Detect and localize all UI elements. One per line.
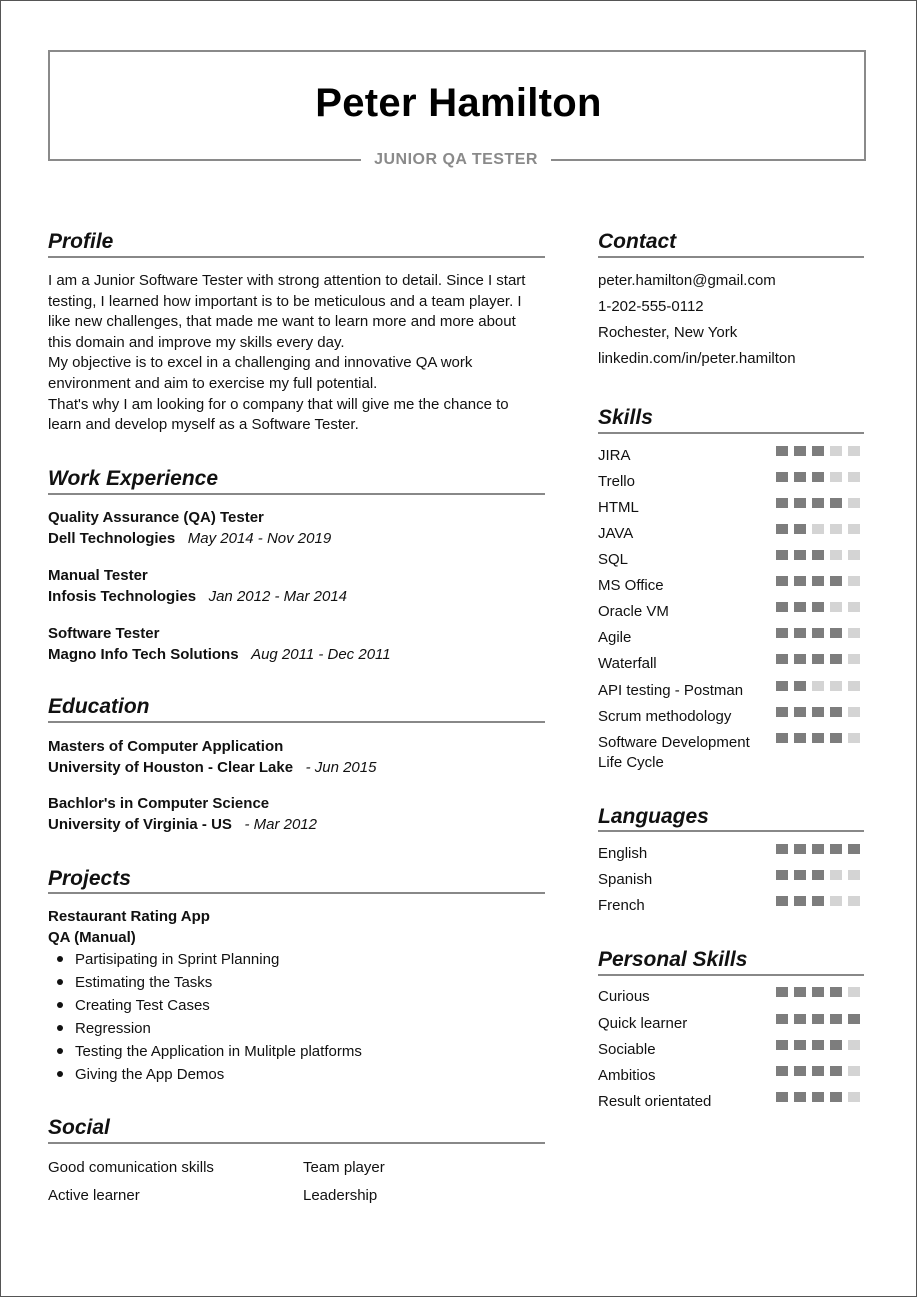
rating-square-filled [848, 1014, 860, 1024]
rating-square-filled [794, 472, 806, 482]
graduation-date: - Jun 2015 [305, 759, 377, 776]
rating-square-filled [812, 1092, 824, 1102]
rating-square-filled [794, 1040, 806, 1050]
rating-square-empty [848, 1066, 860, 1076]
profile-line: this domain and improve my skills every day. [48, 333, 345, 351]
rating-square-filled [812, 987, 824, 997]
school-line [48, 816, 317, 833]
job-role: Quality Assurance (QA) Tester [48, 509, 264, 526]
language-rating [776, 896, 860, 906]
profile-text [48, 271, 548, 436]
profile-line: learn and develop myself as a Software Tester. [48, 416, 359, 434]
profile-line: My objective is to excel in a challenging and innovative QA work [48, 354, 473, 372]
personal-skill-label: Ambitios [598, 1067, 656, 1084]
rating-square-filled [776, 870, 788, 880]
rating-square-filled [812, 498, 824, 508]
rating-square-empty [848, 550, 860, 560]
language-label: English [598, 845, 648, 862]
skill-label: Life Cycle [598, 754, 664, 771]
projects-rule [48, 892, 545, 894]
rating-square-empty [830, 896, 842, 906]
personal-skill-label: Sociable [598, 1041, 656, 1058]
skill-rating [776, 524, 860, 534]
rating-square-filled [776, 602, 788, 612]
personal-skills-rule [598, 974, 864, 976]
rating-square-filled [794, 870, 806, 880]
rating-square-empty [830, 472, 842, 482]
contact-linkedin: linkedin.com/in/peter.hamilton [598, 350, 796, 367]
rating-square-empty [848, 628, 860, 638]
candidate-name: Peter Hamilton [315, 81, 602, 125]
projects-heading: Projects [48, 867, 131, 890]
social-item: Leadership [303, 1187, 378, 1204]
rating-square-filled [776, 524, 788, 534]
profile-line: That's why I am looking for o company that will give me the chance to [48, 395, 509, 413]
personal-skill-rating [776, 1092, 860, 1102]
rating-square-empty [848, 498, 860, 508]
rating-square-filled [812, 472, 824, 482]
languages-heading: Languages [598, 805, 709, 828]
rating-square-filled [830, 654, 842, 664]
rating-square-empty [848, 654, 860, 664]
rating-square-filled [776, 707, 788, 717]
profile-line: testing, I learned how important is to be meticulous and a team player. I [48, 292, 522, 310]
rating-square-empty [848, 576, 860, 586]
skill-label: HTML [598, 499, 639, 516]
project-name: Restaurant Rating App [48, 908, 210, 925]
rating-square-empty [848, 870, 860, 880]
job-dates: May 2014 - Nov 2019 [187, 530, 332, 547]
rating-square-filled [776, 628, 788, 638]
rating-square-filled [830, 987, 842, 997]
rating-square-filled [830, 498, 842, 508]
rating-square-empty [848, 1040, 860, 1050]
list-item: Creating Test Cases [48, 994, 362, 1017]
job-company: Infosis Technologies [48, 588, 197, 605]
school-line [48, 759, 376, 776]
rating-square-empty [830, 870, 842, 880]
rating-square-empty [830, 602, 842, 612]
rating-square-empty [848, 707, 860, 717]
rating-square-filled [776, 654, 788, 664]
rating-square-empty [812, 681, 824, 691]
social-item: Team player [303, 1159, 385, 1176]
personal-skill-rating [776, 1014, 860, 1024]
languages-rule [598, 830, 864, 832]
rating-square-filled [812, 550, 824, 560]
job-company-line [48, 530, 331, 547]
rating-square-filled [776, 1040, 788, 1050]
social-item: Good comunication skills [48, 1159, 214, 1176]
job-title: JUNIOR QA TESTER [374, 151, 538, 168]
skill-rating [776, 654, 860, 664]
rating-square-filled [812, 576, 824, 586]
degree: Masters of Computer Application [48, 738, 284, 755]
skill-rating [776, 550, 860, 560]
job-company: Magno Info Tech Solutions [48, 646, 239, 663]
skill-label: JIRA [598, 447, 631, 464]
skill-label: Scrum methodology [598, 708, 732, 725]
rating-square-filled [812, 602, 824, 612]
skill-rating [776, 707, 860, 717]
rating-square-filled [812, 446, 824, 456]
rating-square-filled [812, 654, 824, 664]
social-item: Active learner [48, 1187, 140, 1204]
rating-square-empty [848, 987, 860, 997]
job-dates: Jan 2012 - Mar 2014 [208, 588, 348, 605]
rating-square-filled [830, 1092, 842, 1102]
job-title-wrap [361, 149, 551, 171]
rating-square-filled [776, 576, 788, 586]
rating-square-filled [794, 1014, 806, 1024]
skill-label: Software Development [598, 734, 750, 751]
personal-skill-rating [776, 1040, 860, 1050]
rating-square-filled [830, 1014, 842, 1024]
rating-square-filled [848, 844, 860, 854]
job-company-line [48, 588, 347, 605]
rating-square-filled [794, 844, 806, 854]
work-heading: Work Experience [48, 467, 219, 490]
language-label: Spanish [598, 871, 653, 888]
rating-square-filled [794, 524, 806, 534]
rating-square-filled [830, 1066, 842, 1076]
rating-square-filled [794, 576, 806, 586]
list-item: Giving the App Demos [48, 1063, 362, 1086]
skill-rating [776, 681, 860, 691]
personal-skill-rating [776, 1066, 860, 1076]
rating-square-filled [776, 498, 788, 508]
profile-rule [48, 256, 545, 258]
rating-square-filled [776, 844, 788, 854]
education-rule [48, 721, 545, 723]
job-company-line [48, 646, 391, 663]
skill-rating [776, 498, 860, 508]
rating-square-filled [794, 654, 806, 664]
skill-rating [776, 628, 860, 638]
social-heading: Social [48, 1116, 110, 1139]
rating-square-empty [848, 1092, 860, 1102]
rating-square-filled [776, 987, 788, 997]
skill-rating [776, 602, 860, 612]
education-heading: Education [48, 695, 150, 718]
language-rating [776, 870, 860, 880]
list-item: Regression [48, 1017, 362, 1040]
project-role: QA (Manual) [48, 929, 136, 946]
rating-square-empty [812, 524, 824, 534]
skill-label: MS Office [598, 577, 664, 594]
rating-square-filled [794, 733, 806, 743]
personal-skill-label: Quick learner [598, 1015, 688, 1032]
rating-square-filled [776, 550, 788, 560]
skill-rating [776, 472, 860, 482]
rating-square-empty [848, 446, 860, 456]
personal-skill-rating [776, 987, 860, 997]
skill-label: Agile [598, 629, 632, 646]
job-company: Dell Technologies [48, 530, 176, 547]
skill-rating [776, 446, 860, 456]
rating-square-filled [794, 1066, 806, 1076]
rating-square-filled [812, 1066, 824, 1076]
school: University of Virginia - US [48, 816, 232, 833]
rating-square-filled [794, 446, 806, 456]
graduation-date: - Mar 2012 [244, 816, 317, 833]
work-rule [48, 493, 545, 495]
rating-square-filled [794, 896, 806, 906]
personal-skills-heading: Personal Skills [598, 948, 748, 971]
personal-skill-label: Curious [598, 988, 650, 1005]
skill-rating [776, 576, 860, 586]
social-rule [48, 1142, 545, 1144]
contact-location: Rochester, New York [598, 324, 738, 341]
skill-label: Trello [598, 473, 635, 490]
profile-line: I am a Junior Software Tester with strong attention to detail. Since I start [48, 272, 526, 289]
rating-square-filled [794, 707, 806, 717]
skills-rule [598, 432, 864, 434]
rating-square-filled [776, 1092, 788, 1102]
rating-square-filled [794, 987, 806, 997]
profile-heading: Profile [48, 230, 114, 253]
rating-square-filled [794, 1092, 806, 1102]
rating-square-filled [776, 472, 788, 482]
skill-label: SQL [598, 551, 629, 568]
rating-square-filled [830, 844, 842, 854]
skill-rating [776, 733, 860, 743]
rating-square-filled [776, 681, 788, 691]
language-rating [776, 844, 860, 854]
profile-line: like new challenges, that made me want to learn more and more about [48, 313, 516, 331]
rating-square-empty [848, 896, 860, 906]
rating-square-filled [812, 1040, 824, 1050]
rating-square-filled [830, 733, 842, 743]
contact-phone: 1-202-555-0112 [598, 298, 704, 315]
rating-square-empty [848, 472, 860, 482]
rating-square-filled [776, 446, 788, 456]
contact-heading: Contact [598, 230, 677, 253]
rating-square-filled [812, 628, 824, 638]
skill-label: API testing - Postman [598, 682, 744, 699]
skills-heading: Skills [598, 406, 653, 429]
rating-square-empty [848, 524, 860, 534]
rating-square-filled [776, 1066, 788, 1076]
rating-square-filled [794, 602, 806, 612]
rating-square-filled [830, 707, 842, 717]
rating-square-filled [776, 896, 788, 906]
list-item: Estimating the Tasks [48, 971, 362, 994]
rating-square-filled [812, 707, 824, 717]
job-dates: Aug 2011 - Dec 2011 [251, 646, 391, 663]
rating-square-empty [848, 681, 860, 691]
skill-label: Waterfall [598, 655, 657, 672]
rating-square-filled [830, 1040, 842, 1050]
rating-square-filled [812, 844, 824, 854]
contact-rule [598, 256, 864, 258]
rating-square-empty [848, 733, 860, 743]
rating-square-filled [812, 1014, 824, 1024]
profile-line: environment and aim to exercise my full potential. [48, 374, 378, 392]
rating-square-filled [830, 576, 842, 586]
rating-square-filled [812, 896, 824, 906]
language-label: French [598, 897, 645, 914]
rating-square-filled [812, 870, 824, 880]
contact-email: peter.hamilton@gmail.com [598, 272, 776, 289]
job-role: Manual Tester [48, 567, 148, 584]
rating-square-empty [830, 550, 842, 560]
degree: Bachlor's in Computer Science [48, 795, 270, 812]
skill-label: Oracle VM [598, 603, 669, 620]
job-role: Software Tester [48, 625, 160, 642]
rating-square-filled [776, 733, 788, 743]
rating-square-filled [794, 550, 806, 560]
school: University of Houston - Clear Lake [48, 759, 294, 776]
skill-label: JAVA [598, 525, 634, 542]
rating-square-filled [830, 628, 842, 638]
rating-square-filled [812, 733, 824, 743]
rating-square-empty [830, 446, 842, 456]
list-item: Partisipating in Sprint Planning [48, 948, 362, 971]
rating-square-filled [794, 498, 806, 508]
project-bullets [48, 948, 362, 1086]
rating-square-empty [848, 602, 860, 612]
rating-square-empty [830, 681, 842, 691]
rating-square-filled [794, 628, 806, 638]
rating-square-empty [830, 524, 842, 534]
personal-skill-label: Result orientated [598, 1093, 712, 1110]
list-item: Testing the Application in Mulitple platforms [48, 1040, 362, 1063]
rating-square-filled [776, 1014, 788, 1024]
rating-square-filled [794, 681, 806, 691]
